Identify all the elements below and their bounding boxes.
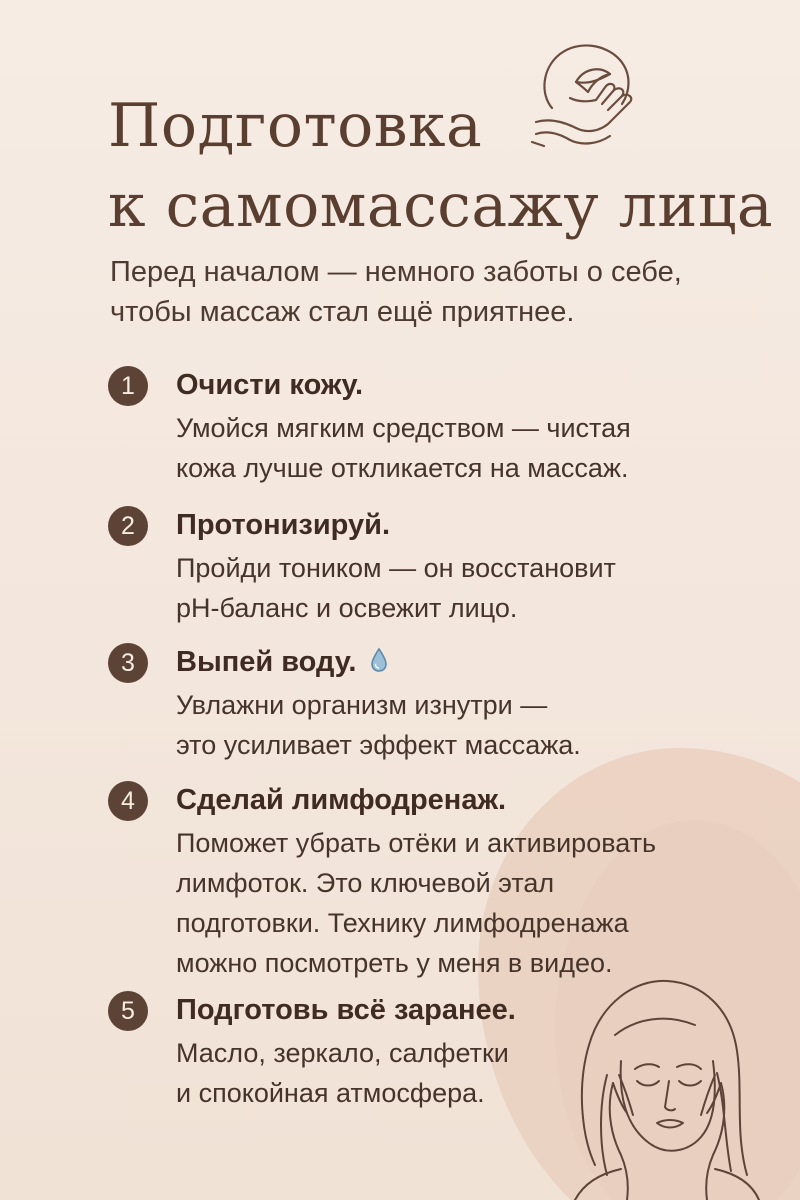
step-description-line: Масло, зеркало, салфетки bbox=[176, 1038, 509, 1068]
title-line-1: Подготовка bbox=[108, 91, 483, 161]
step-description bbox=[176, 685, 581, 765]
step-description-line: Поможет убрать отёки и активировать bbox=[176, 828, 657, 858]
title-line-2: к самомассажу лица bbox=[108, 171, 774, 241]
step-description-line: pH-баланс и освежит лицо. bbox=[176, 593, 518, 623]
water-drop-icon bbox=[370, 647, 388, 673]
intro-line-1: Перед началом — немного заботы о себе, bbox=[110, 256, 682, 288]
step-description-line: Умойся мягким средством — чистая bbox=[176, 413, 631, 443]
page-title bbox=[108, 86, 773, 246]
step-number-badge: 3 bbox=[108, 643, 148, 683]
step-title: Сделай лимфодренаж. bbox=[176, 784, 507, 816]
hand-holding-leaf-icon bbox=[530, 38, 640, 150]
step-number-badge: 2 bbox=[108, 506, 148, 546]
intro-line-2: чтобы массаж стал ещё приятнее. bbox=[110, 296, 575, 328]
step-title: Очисти кожу. bbox=[176, 369, 364, 401]
intro-text bbox=[110, 252, 682, 332]
step-description bbox=[176, 408, 631, 488]
step-description bbox=[176, 1033, 509, 1113]
step-description-line: и спокойная атмосфера. bbox=[176, 1078, 485, 1108]
step-title-row bbox=[176, 637, 388, 687]
step-description bbox=[176, 823, 656, 983]
step-description-line: Увлажни организм изнутри — bbox=[176, 690, 548, 720]
step-description-line: можно посмотреть у меня в видео. bbox=[176, 948, 613, 978]
step-title: Протонизируй. bbox=[176, 509, 391, 541]
step-title: Подготовь всё заранее. bbox=[176, 994, 516, 1026]
step-title: Выпей воду. bbox=[176, 646, 357, 678]
woman-face-massage-icon bbox=[555, 965, 765, 1200]
step-description bbox=[176, 548, 616, 628]
step-number-badge: 1 bbox=[108, 366, 148, 406]
step-number-badge: 4 bbox=[108, 781, 148, 821]
step-description-line: это усиливает эффект массажа. bbox=[176, 730, 581, 760]
step-description-line: подготовки. Технику лимфодренажа bbox=[176, 908, 629, 938]
step-description-line: кожа лучше откликается на массаж. bbox=[176, 453, 629, 483]
step-description-line: Пройди тоником — он восстановит bbox=[176, 553, 616, 583]
step-number-badge: 5 bbox=[108, 991, 148, 1031]
step-description-line: лимфоток. Это ключевой этал bbox=[176, 868, 555, 898]
